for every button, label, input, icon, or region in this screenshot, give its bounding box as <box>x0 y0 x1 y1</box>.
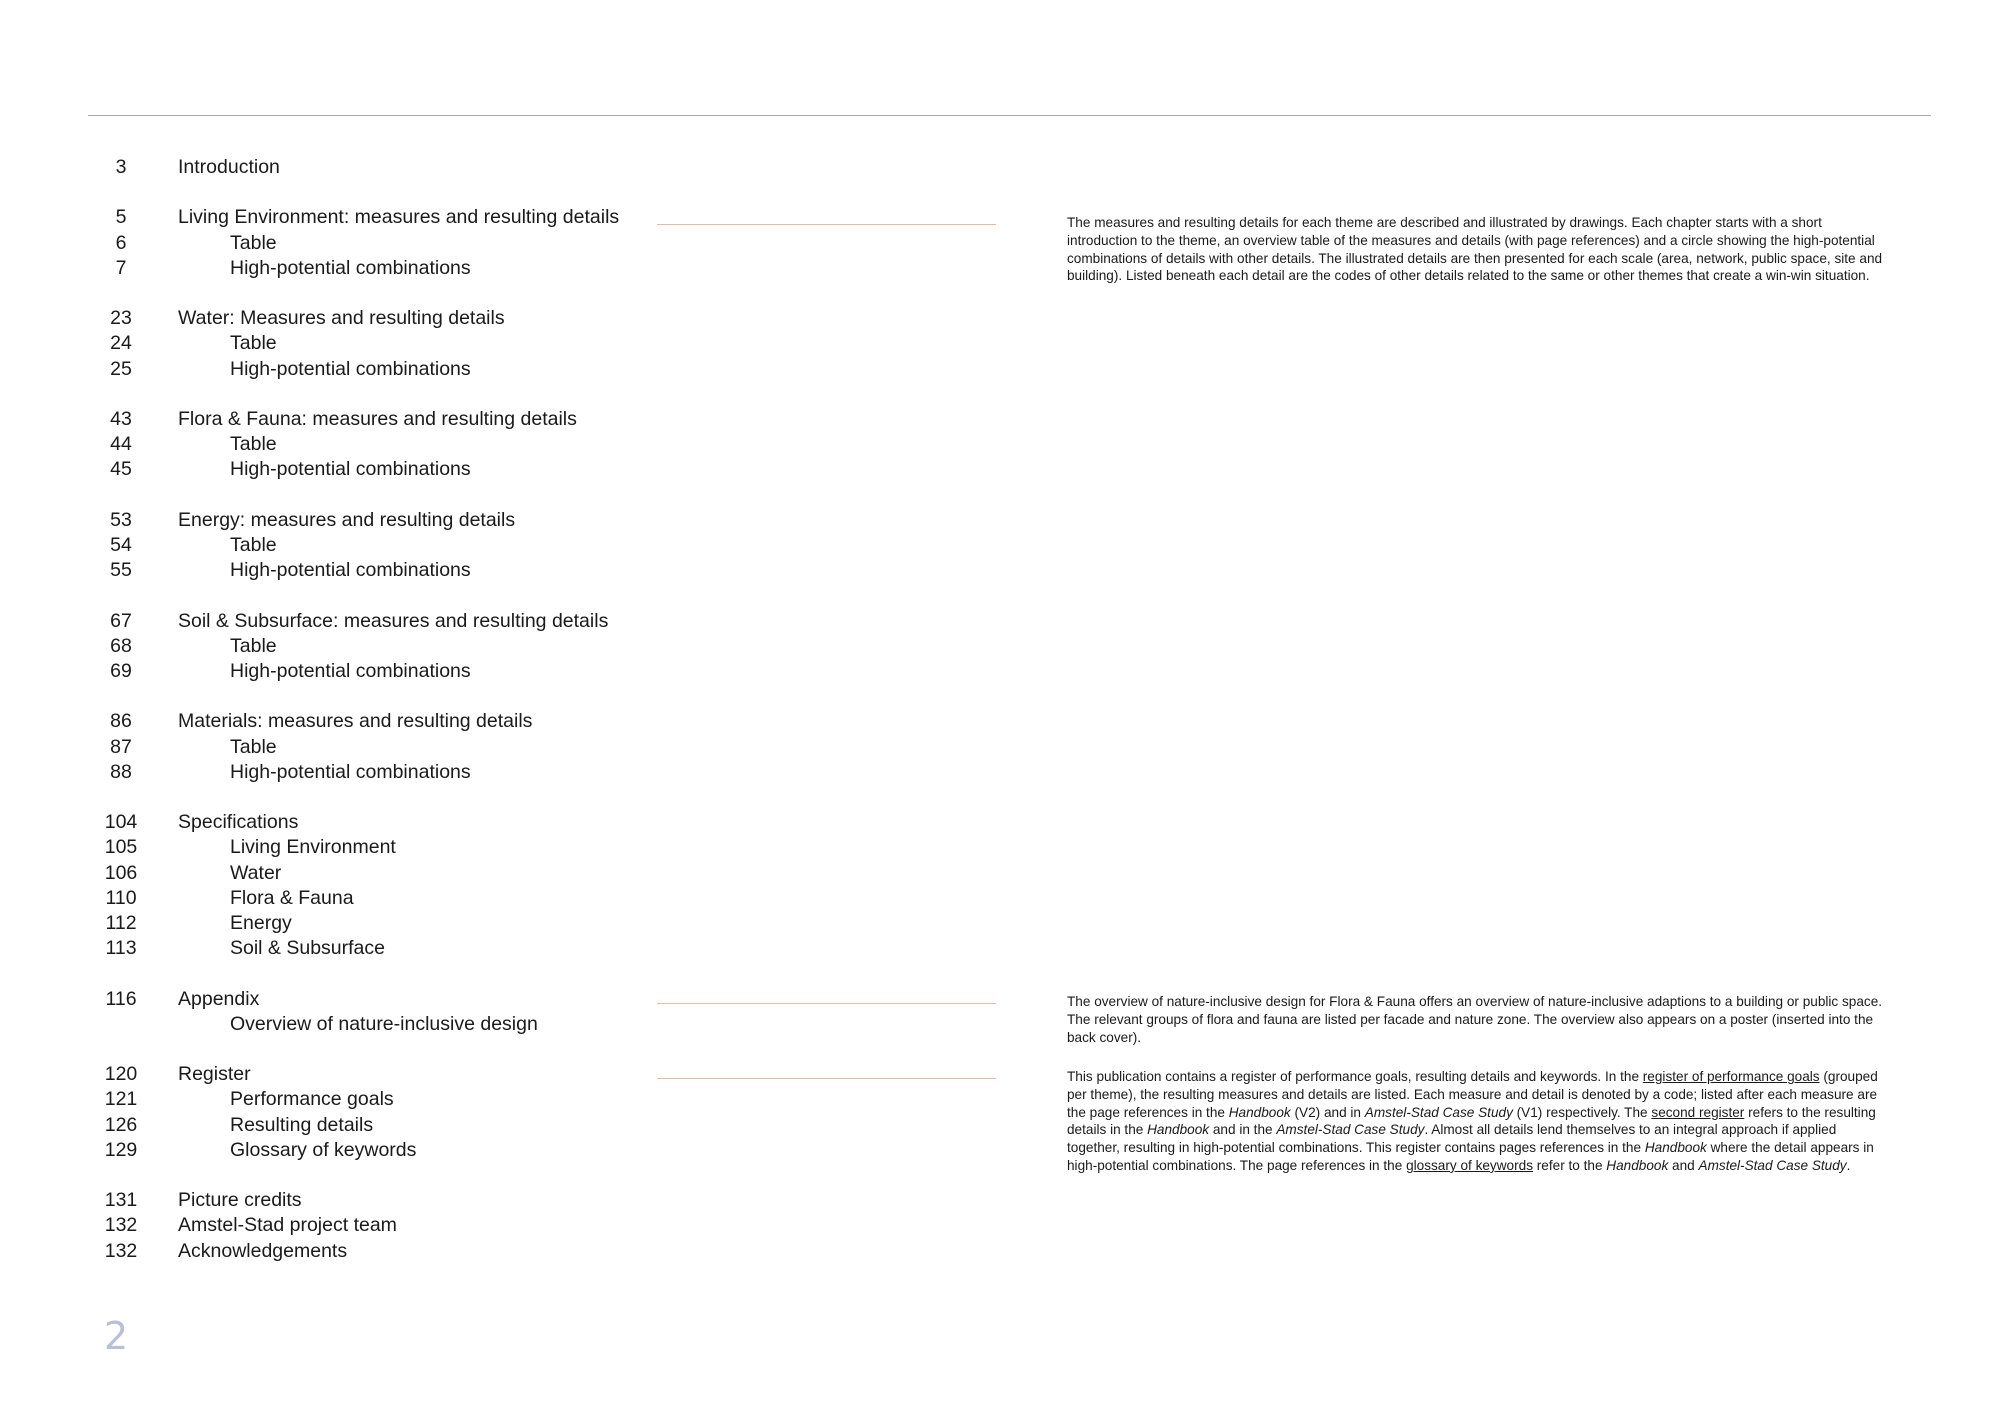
toc-page-number: 126 <box>104 1113 138 1136</box>
toc-page-number: 54 <box>110 534 132 556</box>
toc-page-number: 44 <box>110 433 132 456</box>
toc-title: Table <box>230 433 277 456</box>
toc-page-number: 53 <box>110 508 132 531</box>
toc-title: High-potential combinations <box>230 760 471 783</box>
toc-page-number: 88 <box>110 760 132 783</box>
themes-note-text: The measures and resulting details for each theme are described and illustrated by drawings. Each chapter starts with a short introduction to the theme, an overview table of the measures and details (with page references) and a circle showing the high-potential combinations of details with other details. The illustrated details are then presented for each scale (area, network, public space, site and building). Listed beneath each detail are the codes of other details related to the same or other themes that create a win-win situation. <box>1067 215 1883 284</box>
toc-page-number: 113 <box>105 937 137 960</box>
toc-page-number: 3 <box>115 156 127 178</box>
toc-page-number: 55 <box>110 559 132 582</box>
toc-title: Table <box>230 332 277 355</box>
toc-page-number: 45 <box>110 458 132 481</box>
toc-page-number: 87 <box>110 735 132 758</box>
toc-page-number: 112 <box>105 912 137 934</box>
toc-title: Introduction <box>178 156 280 178</box>
toc-title: Water: Measures and resulting details <box>178 307 505 330</box>
toc-page-number: 132 <box>104 1214 138 1237</box>
toc-page-number: 25 <box>110 357 132 380</box>
toc-title: Amstel-Stad project team <box>178 1214 397 1237</box>
toc-title: Living Environment: measures and resulting details <box>178 206 620 229</box>
toc-title: Living Environment <box>230 836 396 859</box>
appendix-note <box>1067 993 1890 1046</box>
toc-title: Table <box>230 634 277 657</box>
themes-note <box>1067 214 1890 285</box>
toc-page-number: 106 <box>104 861 138 884</box>
toc-page-number: 110 <box>105 886 137 909</box>
toc-title: Energy: measures and resulting details <box>178 508 516 531</box>
toc-page-number: 7 <box>115 256 127 279</box>
toc-title: Flora & Fauna <box>230 886 354 909</box>
toc-page-number: 120 <box>104 1063 138 1086</box>
toc-page-number: 6 <box>115 231 127 254</box>
register-link-performance-goals: register of performance goals <box>1642 1069 1820 1084</box>
toc-page-number: 121 <box>104 1088 138 1111</box>
toc-page-number: 86 <box>110 710 132 733</box>
toc-page-number: 5 <box>115 206 127 229</box>
toc-title: Performance goals <box>230 1088 394 1111</box>
toc-title: Appendix <box>178 987 260 1010</box>
toc-page-number: 116 <box>105 987 137 1010</box>
toc-title: High-potential combinations <box>230 660 471 682</box>
toc-page-number: 67 <box>110 609 132 632</box>
themes-note-rule <box>657 224 996 225</box>
register-note-text: This publication contains a register of performance goals, resulting details and keywords. In the register of performance goals (grouped per theme), the resulting measures and details are listed. Each measure and detail is denoted by a code; listed after each measure are the page references in the Handbook (V2) and in Amstel-Stad Case Study (V1) respectively. The second register refers to the resulting details in the Handbook and in the Amstel-Stad Case Study. Almost all details lend themselves to an integral approach if applied together, resulting in high-potential combinations. This register contains pages references in the Handbook where the detail appears in high-potential combinations. The page references in the glossary of keywords refer to the Handbook and Amstel-Stad Case Study. <box>1067 1069 1878 1173</box>
toc-page-number: 68 <box>110 634 132 657</box>
toc-title: Register <box>178 1063 251 1086</box>
toc-title: High-potential combinations <box>230 458 471 481</box>
toc-page-number: 69 <box>110 660 132 682</box>
toc-title: Soil & Subsurface: measures and resulting details <box>178 609 609 632</box>
toc-title: Overview of nature-inclusive design <box>230 1012 538 1035</box>
toc-title: Materials: measures and resulting details <box>178 710 533 733</box>
toc-title: High-potential combinations <box>230 357 471 380</box>
toc-title: Table <box>230 534 277 556</box>
toc-page-number: 132 <box>104 1239 138 1262</box>
toc-title: Energy <box>230 912 292 934</box>
toc-title: High-potential combinations <box>230 256 471 279</box>
register-link-glossary: glossary of keywords <box>1406 1157 1533 1173</box>
toc-page-number: 43 <box>110 408 132 430</box>
toc-page-number: 24 <box>110 332 132 355</box>
register-note <box>1067 1068 1890 1175</box>
toc-page-number: 104 <box>104 811 138 834</box>
page-number: 2 <box>104 1314 128 1358</box>
appendix-note-rule <box>657 1003 996 1004</box>
table-of-contents <box>0 0 700 1418</box>
toc-page-number: 129 <box>104 1138 138 1161</box>
register-link-second-register: second register <box>1651 1104 1745 1120</box>
toc-page-number: 131 <box>104 1189 138 1212</box>
toc-title: Acknowledgements <box>178 1239 348 1262</box>
appendix-note-text: The overview of nature-inclusive design for Flora & Fauna offers an overview of nature-inclusive adaptions to a building or public space. The relevant groups of flora and fauna are listed per facade and nature zone. The overview also appears on a poster (inserted into the back cover). <box>1067 994 1883 1045</box>
toc-title: Picture credits <box>178 1189 302 1212</box>
register-note-rule <box>657 1078 996 1079</box>
toc-title: Soil & Subsurface <box>230 937 386 960</box>
toc-page-number: 23 <box>110 307 132 330</box>
toc-title: Flora & Fauna: measures and resulting details <box>178 408 577 430</box>
toc-title: Glossary of keywords <box>230 1138 417 1161</box>
toc-title: Specifications <box>178 811 299 834</box>
toc-title: High-potential combinations <box>230 559 471 582</box>
toc-page-number: 105 <box>104 836 138 859</box>
toc-title: Table <box>230 735 277 758</box>
toc-title: Resulting details <box>230 1113 374 1136</box>
toc-title: Water <box>230 861 282 884</box>
toc-title: Table <box>230 231 277 254</box>
